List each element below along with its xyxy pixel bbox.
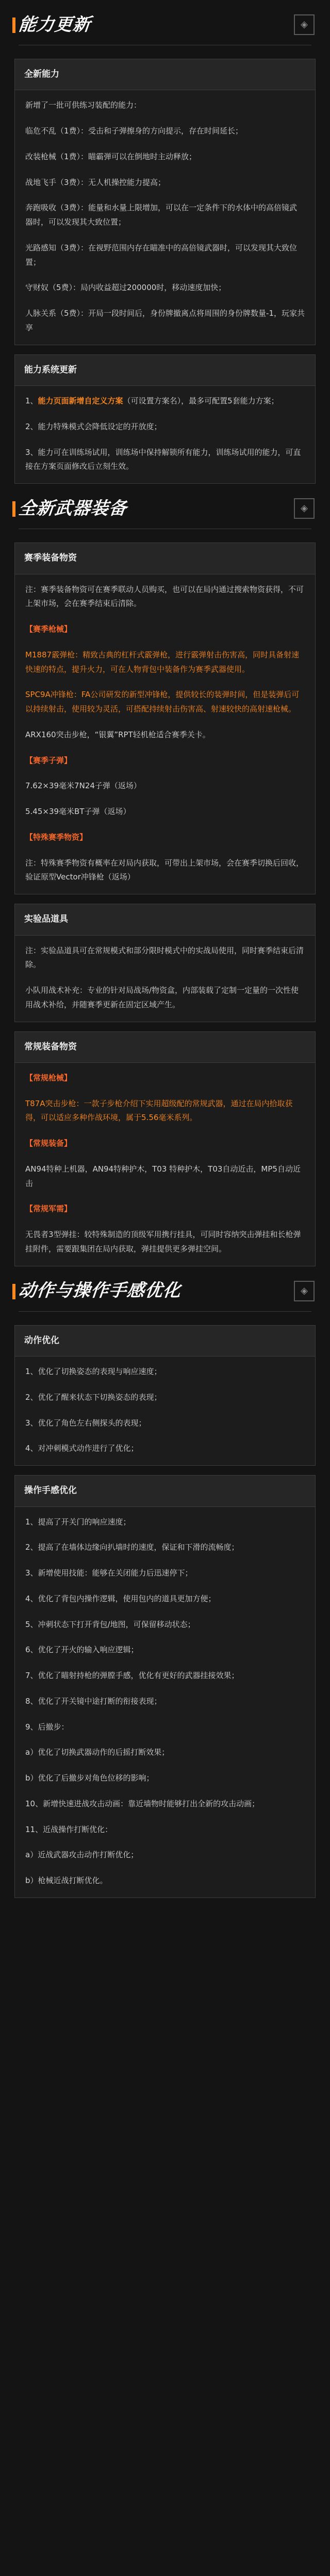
subsection-tag: 【常规装备】 [25,1139,72,1148]
card-line: M1887霰弹枪：精致古典的杠杆式霰弹枪，进行霰弹射击伤害高，同时具备射速快速的特点，提升火力，可在人物背包中装备作为赛季武器使用。 [25,650,300,674]
card-line: 9、后撤步： [25,1722,69,1732]
corner-emblem-icon: ◈ [294,1281,315,1301]
card-line: 2、提高了在墙体边缘向扒墙时的速度，保证和下滑的流畅度； [25,1543,239,1552]
card-line: b）优化了后撤步对角色位移的影响； [25,1773,154,1783]
subsection-tag: 【常规枪械】 [25,1073,72,1082]
card-line [25,394,305,409]
card-line: 临危不乱（1费）：受击和子弹擦身的方向提示，存在时间延长； [25,126,243,136]
card-line: a）近战武器攻击动作打断优化； [25,1850,139,1860]
card-regular-gear [14,1031,316,1266]
header-accent-bar [12,18,15,33]
subsection-tag: 【赛季枪械】 [25,624,72,634]
card-line: 4、对冲刺模式动作进行了优化； [25,1444,139,1453]
card-line: T87A突击步枪：一款子步枪介绍下实用超级配的常规武器，通过在局内拾取获得，可以适应多种作战环境，属于5.56毫米系列。 [25,1098,293,1123]
card-handling-optimization [14,1475,316,1898]
subsection-tag: 【常规军需】 [25,1204,72,1214]
subsection-tag: 【赛季子弹】 [25,755,72,765]
section-header-ability [0,0,330,49]
header-accent-bar [12,501,15,517]
card-line: 1、提高了开关门的响应速度； [25,1517,131,1527]
card-line: ARX160突击步枪，“银翼”RPT轻机枪适合赛季关卡。 [25,730,210,739]
card-line: 6、优化了开火的输入响应逻辑； [25,1645,139,1655]
card-line: 3、新增使用技能：能够在关闭能力后迅速停下； [25,1568,193,1578]
card-title: 能力系统更新 [15,355,315,386]
card-line: 小队用战术补充：专业的针对局战场/物资盒，内部装载了定制一定量的一次性使用战术补给，并随赛季更新在固定区域产生。 [25,986,299,1009]
section-title: 能力更新 [17,14,92,35]
card-animation-optimization [14,1325,316,1466]
card-line: 2、优化了醒来状态下切换姿态的表现； [25,1392,162,1402]
card-line: 战地飞手（3费）：无人机操控能力提高； [25,177,166,187]
card-title: 赛季装备物资 [15,543,315,574]
card-line: 7.62×39毫米7N24子弹（返场） [25,781,141,791]
card-line: 奔跑吸收（3费）：能量和水量上限增加，可以在一定条件下的水体中的高倍镜武器时，可以发现其大致位置； [25,203,298,227]
card-line: 10、新增快速进战攻击动画：靠近墙物时能够打出全新的攻击动画； [25,1799,260,1808]
card-line: SPC9A冲锋枪：FA公司研发的新型冲锋枪，提供较长的装弹时间，但是装弹后可以持续射击，使用较为灵活，可搭配持续射击伤害高、射速较快的高射速枪械。 [25,690,300,714]
card-line: 光路感知（3费）：在视野范围内存在瞄准中的高倍镜武器时，可以发现其大致位置； [25,243,298,267]
highlight-text: 能力页面新增自定义方案 [38,396,123,406]
card-line: 3、优化了角色左右侧探头的表现； [25,1418,146,1428]
card-title: 全新能力 [15,59,315,90]
card-line: 注：特殊赛季物资有概率在对局内获取，可带出上架市场，会在赛季切换后回收，验证原型Vector冲锋枪（返场） [25,858,304,882]
card-line: 5、冲刺状态下打开背包/地图，可保留移动状态； [25,1619,195,1629]
header-accent-bar [12,1284,15,1299]
card-line: 新增了一批可供练习装配的能力： [25,100,142,110]
card-line: 改装枪械（1费）：瞄霸弹可以在倒地时主动释放； [25,151,197,161]
card-title: 实验品道具 [15,904,315,935]
card-line: 4、优化了背包内操作逻辑，使用包内的道具更加方便； [25,1594,216,1603]
card-line: 3、能力可在训练场试用，训练场中保持解锁所有能力，训练场试用的能力，可直接在方案页面修改后立刻生效。 [25,447,301,471]
card-line: 11、近战操作打断优化： [25,1824,113,1834]
card-line: 注：赛季装备物资可在赛季联动人员购买，也可以在局内通过搜索物资获得，不可上架市场，会在赛季结束后清除。 [25,584,304,608]
card-line: AN94特种上机器，AN94特种护木，T03 特种护木，T03自动近击，MP5自动近击 [25,1164,301,1188]
section-header-weapons [0,484,330,533]
subsection-tag: 【特殊赛季物资】 [25,832,88,842]
card-line: 无畏者3型弹挂：较特殊制造的顶级军用携行挂具，可同时容纳突击弹挂和长枪弹挂附件，需要跟集团在局内获取，弹挂提供更多弹挂空间。 [25,1230,301,1253]
card-title: 动作优化 [15,1326,315,1357]
corner-emblem-icon: ◈ [294,14,315,35]
section-header-controls [0,1266,330,1316]
card-line: b）枪械近战打断优化。 [25,1876,108,1886]
card-experimental-items [14,904,316,1022]
card-line: 7、优化了瞄射持枪的弹膛手感，优化有更好的武器挂接效果； [25,1671,239,1681]
line-rest: （可设置方案名），最多可配置5套能力方案； [123,396,279,406]
card-ability-system [14,354,316,484]
card-line: 守财奴（5费）：局内收益超过200000时，移动速度加快； [25,283,226,293]
section-divider [19,1311,311,1312]
card-season-gear [14,543,316,894]
card-line: a）优化了切换武器动作的后摇打断效果； [25,1748,170,1757]
card-line: 2、能力特殊模式会降低设定的开放度； [25,421,162,431]
line-prefix: 1、 [25,396,38,406]
section-title: 动作与操作手感优化 [17,1280,183,1301]
card-line: 8、优化了开关镜中途打断的衔接表现； [25,1696,162,1706]
section-title: 全新武器装备 [17,498,128,519]
card-line: 5.45×39毫米BT子弹（返场） [25,807,131,817]
card-line: 1、优化了切换姿态的表现与响应速度； [25,1367,162,1377]
card-line: 人脉关系（5费）：开局一段时间后，身份牌撤离点将周围的身份牌数量-1，玩家共享 [25,309,305,332]
card-line: 注：实验品道具可在常规模式和部分限时模式中的实战局使用，同时赛季结束后清除。 [25,945,304,970]
card-title: 常规装备物资 [15,1032,315,1063]
card-title: 操作手感优化 [15,1476,315,1506]
card-new-abilities [14,59,316,345]
corner-emblem-icon: ◈ [294,498,315,519]
